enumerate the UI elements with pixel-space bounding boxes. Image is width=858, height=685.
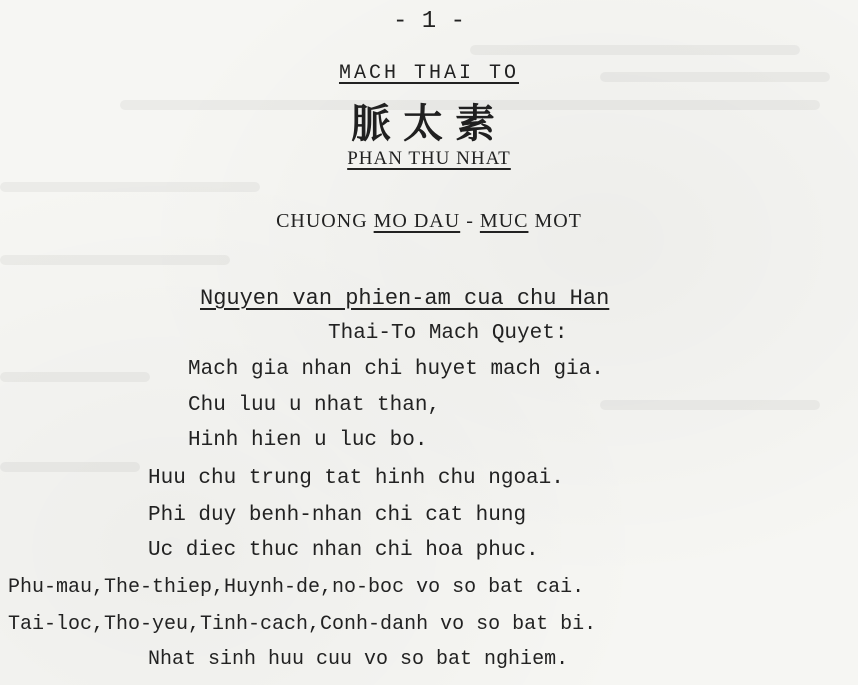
text-line: Uc diec thuc nhan chi hoa phuc.: [148, 539, 539, 562]
bleed-through-mark: [600, 400, 820, 410]
bleed-through-mark: [0, 255, 230, 265]
text-line: Tai-loc,Tho-yeu,Tinh-cach,Conh-danh vo so bat bi.: [8, 613, 597, 636]
text-line: Huu chu trung tat hinh chu ngoai.: [148, 467, 564, 490]
document-title: MACH THAI TO: [338, 62, 520, 85]
part-heading: PHAN THU NHAT: [347, 148, 511, 169]
title-han-characters: 脈太素: [351, 100, 507, 147]
text-line: Chu luu u nhat than,: [188, 394, 441, 417]
text-line: Hinh hien u luc bo.: [188, 429, 428, 452]
text-line: Phu-mau,The-thiep,Huynh-de,no-boc vo so bat cai.: [8, 576, 585, 599]
chapter-label: CHUONG: [276, 210, 368, 232]
chapter-separator: -: [466, 210, 474, 232]
text-heading: Nguyen van phien-am cua chu Han: [200, 286, 610, 311]
text-line: Nhat sinh huu cuu vo so bat nghiem.: [148, 648, 569, 671]
text-line: Mach gia nhan chi huyet mach gia.: [188, 358, 604, 381]
text-line: Thai-To Mach Quyet:: [328, 322, 568, 345]
text-line: Phi duy benh-nhan chi cat hung: [148, 504, 527, 527]
chapter-title: MO DAU: [373, 210, 461, 232]
bleed-through-mark: [470, 45, 800, 55]
bleed-through-mark: [0, 462, 140, 472]
page-number: - 1 -: [392, 8, 465, 35]
section-label: MUC: [479, 210, 529, 232]
section-number: MOT: [534, 210, 582, 232]
bleed-through-mark: [0, 182, 260, 192]
chapter-heading: [0, 210, 858, 233]
bleed-through-mark: [0, 372, 150, 382]
